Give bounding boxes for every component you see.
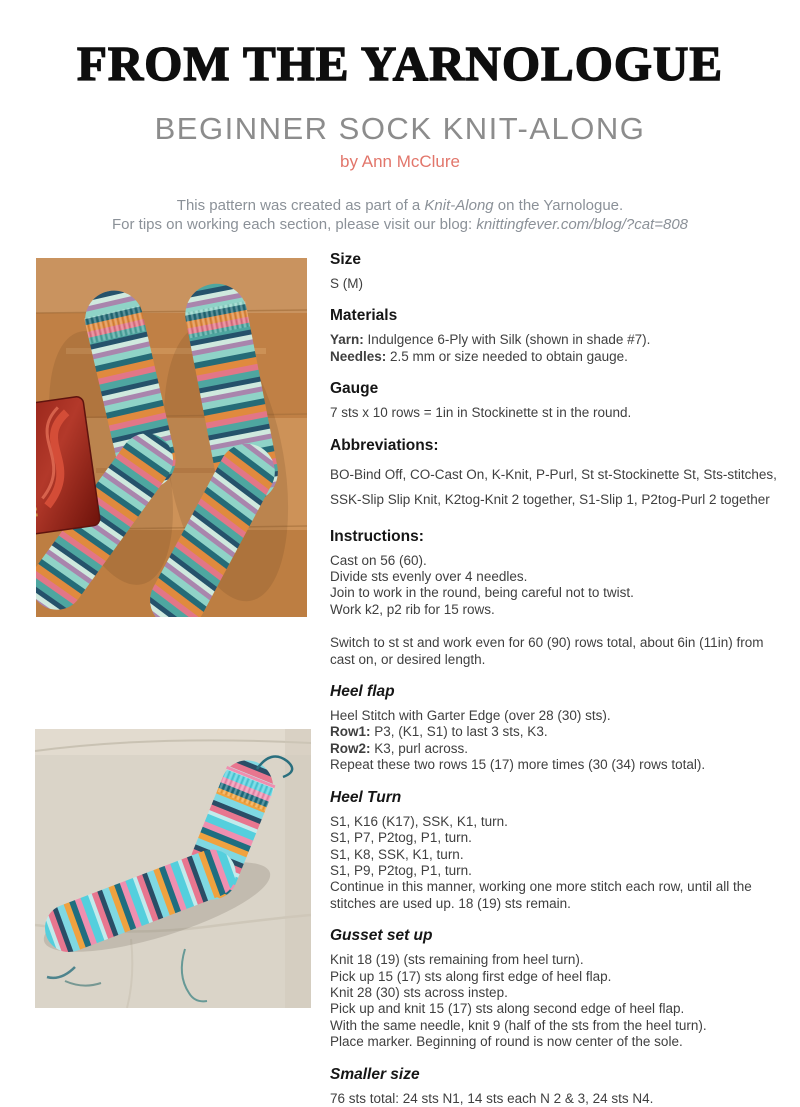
text-run: S1, P7, P2tog, P1, turn. [330, 830, 472, 846]
text-run: Knit-Along [424, 197, 494, 215]
text-run: S1, K8, SSK, K1, turn. [330, 846, 464, 862]
text-block [330, 462, 782, 513]
text-run: Knit 18 (19) (sts remaining from heel turn). [330, 952, 584, 968]
intro-line [0, 196, 800, 215]
text-run: P3, (K1, S1) to last 3 sts, K3. [370, 724, 548, 740]
photo-finished-socks [36, 258, 307, 617]
text-run: Divide sts evenly over 4 needles. [330, 569, 528, 585]
text-run: For tips on working each section, please visit our blog: [111, 216, 477, 234]
text-run: S1, P9, P2tog, P1, turn. [330, 862, 472, 878]
text-run: This pattern was created as part of a [176, 197, 425, 215]
text-block [330, 814, 782, 912]
pattern-text-column [330, 248, 782, 1107]
intro-line [0, 215, 800, 234]
section-heading-heel-flap: Heel flap [330, 683, 395, 701]
section-heading-size: Size [330, 251, 362, 268]
text-run: Row2: [330, 740, 371, 756]
text-block [330, 276, 782, 292]
text-block [330, 332, 782, 365]
text-run: Indulgence 6-Ply with Silk (shown in shade #7). [363, 332, 651, 348]
text-run: With the same needle, knit 9 (half of the sts from the heel turn). [330, 1017, 707, 1033]
text-run: Continue in this manner, working one more stitch each row, until all the stitches are used up. 18 (19) sts remain. [330, 879, 752, 911]
text-run: Switch to st st and work even for 60 (90) rows total, about 6in (11in) from cast on, or desired length. [330, 635, 764, 667]
text-run: Cast on 56 (60). [330, 552, 427, 568]
section-heading-materials: Materials [330, 307, 398, 325]
text-run: Yarn: [330, 332, 364, 348]
section-heading-gauge: Gauge [330, 380, 379, 398]
text-run: 2.5 mm or size needed to obtain gauge. [386, 348, 628, 364]
section-heading-abbreviations: Abbreviations: [330, 436, 439, 454]
text-block [330, 635, 782, 668]
text-run: knittingfever.com/blog/?cat=808 [476, 216, 688, 234]
socks-pair-illustration [36, 258, 307, 617]
single-sock-illustration [35, 729, 311, 1008]
author-byline: by Ann McClure [340, 152, 460, 172]
text-run: 7 sts x 10 rows = 1in in Stockinette st in the round. [330, 405, 632, 421]
document-header [0, 0, 800, 234]
text-run: Pick up and knit 15 (17) sts along second edge of heel flap. [330, 1001, 685, 1017]
text-run: Row1: [330, 724, 371, 740]
pattern-subtitle: BEGINNER SOCK KNIT-ALONG [154, 111, 646, 147]
section-heading-instructions: Instructions: [330, 527, 424, 545]
section-heading-heel-turn: Heel Turn [330, 788, 402, 806]
text-block [330, 708, 782, 774]
text-run: Pick up 15 (17) sts along first edge of heel flap. [330, 968, 612, 984]
text-run: Heel Stitch with Garter Edge (over 28 (30) sts). [330, 708, 611, 724]
photo-sock-in-progress [35, 729, 311, 1008]
text-run: on the Yarnologue. [493, 197, 624, 215]
text-block [330, 952, 782, 1050]
text-run: Needles: [330, 348, 387, 364]
text-run: Knit 28 (30) sts across instep. [330, 984, 508, 1000]
text-run: S1, K16 (K17), SSK, K1, turn. [330, 813, 508, 829]
page-title: FROM THE YARNOLOGUE [76, 36, 724, 91]
intro-paragraph [0, 196, 800, 234]
text-run: 76 sts total: 24 sts N1, 14 sts each N 2 & 3, 24 sts N4. [330, 1090, 654, 1106]
text-run: Place marker. Beginning of round is now center of the sole. [330, 1034, 683, 1050]
section-heading-smaller-size: Smaller size [330, 1065, 420, 1083]
text-block [330, 553, 782, 619]
text-run: Work k2, p2 rib for 15 rows. [330, 601, 495, 617]
text-run: K3, purl across. [370, 740, 469, 756]
text-block [330, 1091, 782, 1107]
text-block [330, 405, 782, 421]
text-run: Repeat these two rows 15 (17) more times (30 (34) rows total). [330, 757, 706, 773]
section-heading-gusset-set-up: Gusset set up [330, 927, 433, 945]
text-run: BO-Bind Off, CO-Cast On, K-Knit, P-Purl, St st-Stockinette St, Sts-stitches, SSK-Slip Slip Knit, K2tog-Knit 2 together, S1-Slip 1, P2tog-Purl 2 together [330, 466, 777, 508]
text-run: Join to work in the round, being careful not to twist. [330, 585, 634, 601]
text-run: S (M) [330, 276, 363, 291]
